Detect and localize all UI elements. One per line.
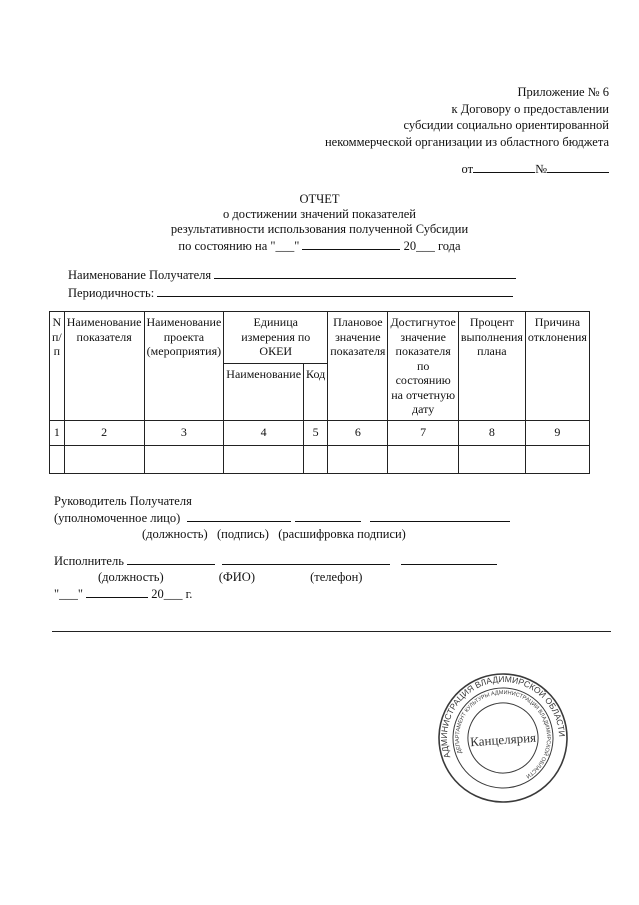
column-number: 8 xyxy=(458,420,525,445)
header-indicator-name: Наименование показателя xyxy=(64,312,144,421)
table-cell xyxy=(525,445,589,473)
from-label: от xyxy=(461,162,474,176)
table-header-row xyxy=(50,312,590,364)
table-cell xyxy=(304,445,328,473)
executor-label: Исполнитель xyxy=(54,554,124,568)
header-num: N п/п xyxy=(50,312,65,421)
periodicity-row xyxy=(68,284,516,302)
authorized-row xyxy=(54,509,510,526)
column-number: 2 xyxy=(64,420,144,445)
stamp-inner-text: ДЕПАРТАМЕНТ КУЛЬТУРЫ АДМИНИСТРАЦИИ ВЛАДИМИРСКОЙ ОБЛАСТИ xyxy=(454,689,552,780)
number-label: № xyxy=(535,162,547,176)
full-name-blank xyxy=(370,509,510,522)
recipient-name-row xyxy=(68,266,516,284)
table-cell xyxy=(144,445,224,473)
appendix-line: Приложение № 6 xyxy=(517,85,609,99)
header-unit-code: Код xyxy=(304,364,328,420)
head-label: Руководитель Получателя xyxy=(54,494,192,508)
recipient-meta xyxy=(68,266,516,301)
executor-position-blank xyxy=(127,552,215,565)
office-stamp xyxy=(437,672,569,804)
signature-block xyxy=(54,493,510,602)
appendix-line: некоммерческой организации из областного бюджета xyxy=(324,134,609,149)
number-blank xyxy=(547,160,609,173)
column-number: 6 xyxy=(328,420,388,445)
header-unit: Единица измерения по ОКЕИ xyxy=(224,312,328,364)
header-achieved: Достигнутое значение показателя по состоянию на отчетную дату xyxy=(388,312,458,421)
head-captions-text: (должность) (подпись) (расшифровка подписи) xyxy=(142,527,406,541)
as-of-year: 20___ года xyxy=(403,239,461,253)
appendix-line: к Договору о предоставлении xyxy=(451,101,609,116)
column-number-row xyxy=(50,420,590,445)
table-cell xyxy=(328,445,388,473)
periodicity-blank xyxy=(157,284,513,297)
table-cell xyxy=(458,445,525,473)
header-project-name: Наименование проекта (мероприятия) xyxy=(144,312,224,421)
header-planned: Плановое значение показателя xyxy=(328,312,388,421)
stamp-center-text: Канцелярия xyxy=(469,729,537,750)
executor-row xyxy=(54,552,510,569)
signature-blank xyxy=(295,509,361,522)
table-empty-row xyxy=(50,445,590,473)
head-captions xyxy=(54,526,510,542)
date-number-line xyxy=(462,160,610,177)
as-of-label: по состоянию на "___" xyxy=(178,239,300,253)
date-month-blank xyxy=(86,585,148,598)
executor-captions xyxy=(54,569,510,585)
column-number: 4 xyxy=(224,420,304,445)
date-row xyxy=(54,585,510,602)
table-cell xyxy=(50,445,65,473)
date-blank xyxy=(473,160,535,173)
table-cell xyxy=(388,445,458,473)
authorized-label: (уполномоченное лицо) xyxy=(54,511,181,525)
bottom-divider xyxy=(52,631,611,632)
column-number: 9 xyxy=(525,420,589,445)
column-number: 7 xyxy=(388,420,458,445)
position-blank xyxy=(187,509,291,522)
recipient-name-label: Наименование Получателя xyxy=(68,268,212,282)
as-of-month-blank xyxy=(302,237,400,250)
periodicity-label: Периодичность: xyxy=(68,285,155,300)
report-table xyxy=(49,311,590,474)
stamp-outer-text: АДМИНИСТРАЦИЯ ВЛАДИМИРСКОЙ ОБЛАСТИ xyxy=(438,673,568,760)
recipient-name-blank xyxy=(214,266,516,279)
appendix-line: субсидии социально ориентированной xyxy=(403,118,609,132)
table-cell xyxy=(224,445,304,473)
report-title-line: о достижении значений показателей xyxy=(223,207,416,221)
header-percent: Процент выполнения плана xyxy=(458,312,525,421)
report-heading: ОТЧЕТ xyxy=(299,192,340,206)
table-cell xyxy=(64,445,144,473)
column-number: 1 xyxy=(50,420,65,445)
appendix-header xyxy=(325,84,609,150)
header-unit-name: Наименование xyxy=(224,364,304,420)
report-title xyxy=(0,192,639,254)
report-title-line xyxy=(0,237,639,254)
report-title-line: результативности использования полученной Субсидии xyxy=(170,222,469,236)
executor-caption-position: (должность) xyxy=(98,570,164,584)
column-number: 5 xyxy=(304,420,328,445)
executor-name-blank xyxy=(222,552,390,565)
executor-caption-phone: (телефон) xyxy=(310,570,363,584)
executor-caption-name: (ФИО) xyxy=(218,570,255,584)
executor-phone-blank xyxy=(401,552,497,565)
date-prefix: "___" xyxy=(54,587,83,601)
column-number: 3 xyxy=(144,420,224,445)
date-year: 20___ г. xyxy=(151,587,193,601)
header-reasons: Причина отклонения xyxy=(525,312,589,421)
